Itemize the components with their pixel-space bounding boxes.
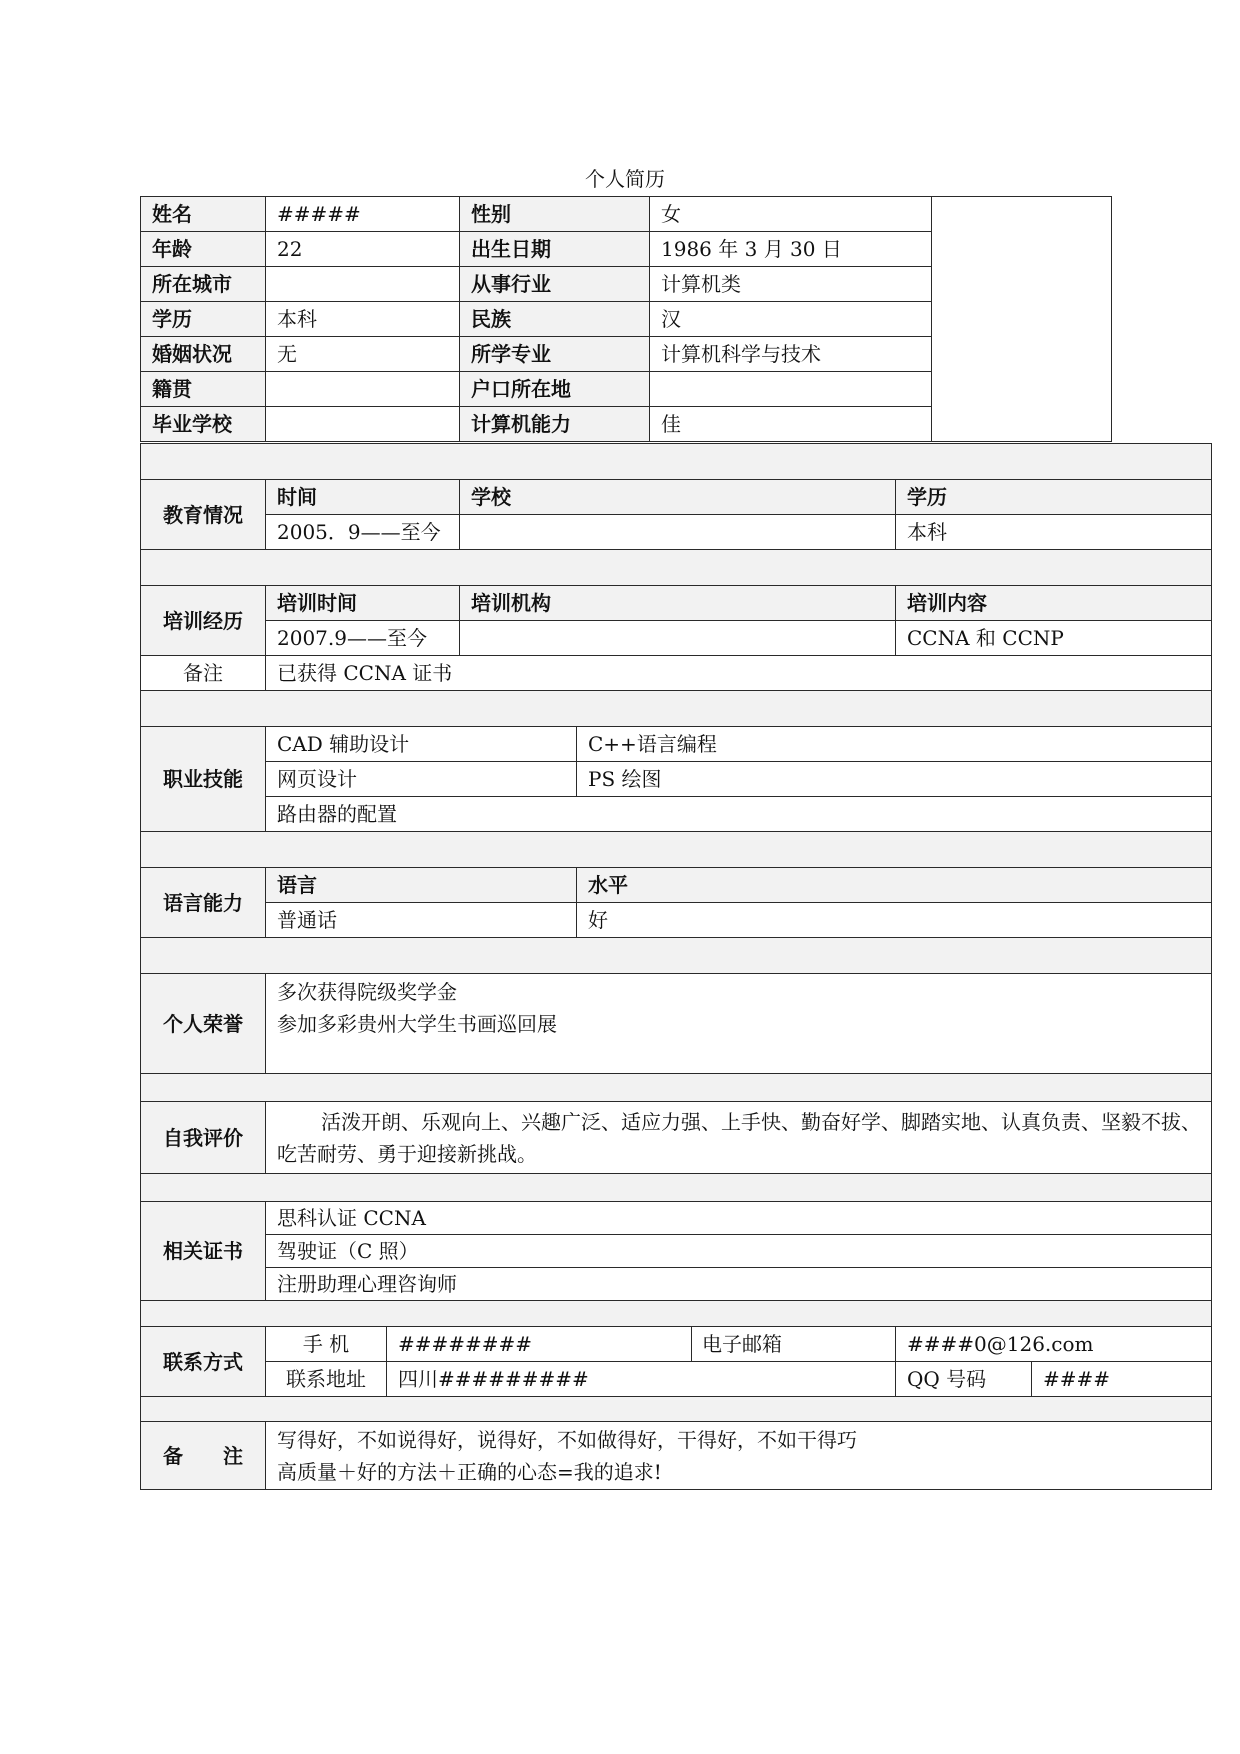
info-value: 计算机科学与技术 <box>650 337 932 372</box>
honors-cell <box>266 974 1212 1074</box>
skill-item: PS 绘图 <box>577 762 1212 797</box>
sections-table <box>140 443 1212 1490</box>
info-value <box>266 407 460 442</box>
info-value: 本科 <box>266 302 460 337</box>
skill-item: 路由器的配置 <box>266 797 1212 832</box>
training-cell <box>460 621 896 656</box>
spacer-row <box>141 550 1212 586</box>
spacer-row <box>141 832 1212 868</box>
education-row <box>141 515 1212 550</box>
remarks-cell <box>266 1422 1212 1490</box>
spacer-cell <box>141 832 1212 868</box>
qq-value: #### <box>1032 1362 1212 1397</box>
email-label: 电子邮箱 <box>702 1332 782 1356</box>
spacer-cell <box>141 1074 1212 1102</box>
education-cell <box>460 515 896 550</box>
spacer-cell <box>141 444 1212 480</box>
contact-row <box>141 1327 1212 1362</box>
training-header: 培训机构 <box>460 586 896 621</box>
remark-line: 写得好，不如说得好，说得好，不如做得好，干得好，不如干得巧 <box>277 1427 857 1452</box>
spacer-row <box>141 1074 1212 1102</box>
info-label: 所学专业 <box>460 337 650 372</box>
language-cell: 普通话 <box>266 903 577 938</box>
section-label-honors: 个人荣誉 <box>141 974 266 1074</box>
info-value: 1986 年 3 月 30 日 <box>650 232 932 267</box>
training-header-row <box>141 586 1212 621</box>
info-label: 出生日期 <box>460 232 650 267</box>
section-label-language: 语言能力 <box>141 868 266 938</box>
training-row <box>141 621 1212 656</box>
language-header: 语言 <box>266 868 577 903</box>
info-value: 佳 <box>650 407 932 442</box>
language-header: 水平 <box>577 868 1212 903</box>
training-header: 培训时间 <box>266 586 460 621</box>
info-label: 从事行业 <box>460 267 650 302</box>
section-label-certificates: 相关证书 <box>141 1202 266 1301</box>
education-cell: 2005．9——至今 <box>266 515 460 550</box>
info-row <box>141 197 1112 232</box>
info-value: 女 <box>650 197 932 232</box>
spacer-cell <box>141 1301 1212 1327</box>
language-row <box>141 903 1212 938</box>
basic-info-table <box>140 196 1112 442</box>
spacer-cell <box>141 1397 1212 1422</box>
skills-row <box>141 797 1212 832</box>
language-header-row <box>141 868 1212 903</box>
skill-item: C++语言编程 <box>577 727 1212 762</box>
self-eval-row <box>141 1102 1212 1174</box>
info-label: 计算机能力 <box>460 407 650 442</box>
info-label: 籍贯 <box>141 372 266 407</box>
training-note-row <box>141 656 1212 691</box>
skill-item: 网页设计 <box>266 762 577 797</box>
section-label-training: 培训经历 <box>141 586 266 656</box>
certificate-item: 注册助理心理咨询师 <box>266 1268 1212 1301</box>
page-title: 个人简历 <box>585 167 665 191</box>
info-value <box>650 372 932 407</box>
education-cell: 本科 <box>896 515 1212 550</box>
language-cell: 好 <box>577 903 1212 938</box>
email-label-cell <box>692 1327 896 1362</box>
info-value: 计算机类 <box>650 267 932 302</box>
spacer-row <box>141 1397 1212 1422</box>
training-note-label: 备注 <box>141 656 266 691</box>
skill-item: CAD 辅助设计 <box>266 727 577 762</box>
email-value: ####0@126.com <box>896 1327 1212 1362</box>
remark-line: 高质量＋好的方法＋正确的心态=我的追求! <box>277 1459 662 1484</box>
section-label-remarks: 备 注 <box>141 1422 266 1490</box>
phone-value: ######## <box>387 1327 692 1362</box>
training-cell: CCNA 和 CCNP <box>896 621 1212 656</box>
info-value <box>266 372 460 407</box>
education-header-row <box>141 480 1212 515</box>
info-value: ##### <box>266 197 460 232</box>
certificate-row <box>141 1235 1212 1268</box>
info-value: 22 <box>266 232 460 267</box>
spacer-row <box>141 1301 1212 1327</box>
spacer-cell <box>141 550 1212 586</box>
info-value: 汉 <box>650 302 932 337</box>
certificate-item: 驾驶证（C 照） <box>266 1235 1212 1268</box>
certificate-row <box>141 1268 1212 1301</box>
spacer-cell <box>141 691 1212 727</box>
education-header: 学历 <box>896 480 1212 515</box>
honors-row <box>141 974 1212 1074</box>
info-label: 民族 <box>460 302 650 337</box>
honor-line: 多次获得院级奖学金 <box>277 980 457 1004</box>
education-header: 学校 <box>460 480 896 515</box>
spacer-cell <box>141 1174 1212 1202</box>
address-label: 联系地址 <box>266 1362 387 1397</box>
spacer-row <box>141 691 1212 727</box>
info-value: 无 <box>266 337 460 372</box>
spacer-row <box>141 1174 1212 1202</box>
skills-row <box>141 727 1212 762</box>
contact-row <box>141 1362 1212 1397</box>
info-label: 学历 <box>141 302 266 337</box>
info-label: 户口所在地 <box>460 372 650 407</box>
skills-row <box>141 762 1212 797</box>
photo-box <box>932 197 1112 442</box>
training-note-value: 已获得 CCNA 证书 <box>266 656 1212 691</box>
info-label: 所在城市 <box>141 267 266 302</box>
spacer-row <box>141 938 1212 974</box>
section-label-self-eval: 自我评价 <box>141 1102 266 1174</box>
info-label: 婚姻状况 <box>141 337 266 372</box>
info-label: 年龄 <box>141 232 266 267</box>
spacer-cell <box>141 938 1212 974</box>
remarks-row <box>141 1422 1212 1490</box>
section-label-contact: 联系方式 <box>141 1327 266 1397</box>
section-label-education: 教育情况 <box>141 480 266 550</box>
self-eval-text: 活泼开朗、乐观向上、兴趣广泛、适应力强、上手快、勤奋好学、脚踏实地、认真负责、坚毅不拔、吃苦耐劳、勇于迎接新挑战。 <box>266 1102 1212 1174</box>
spacer-row <box>141 444 1212 480</box>
section-label-skills: 职业技能 <box>141 727 266 832</box>
education-header: 时间 <box>266 480 460 515</box>
info-value <box>266 267 460 302</box>
certificate-item: 思科认证 CCNA <box>266 1202 1212 1235</box>
training-cell: 2007.9——至今 <box>266 621 460 656</box>
info-label: 毕业学校 <box>141 407 266 442</box>
honor-line: 参加多彩贵州大学生书画巡回展 <box>277 1012 557 1036</box>
info-label: 性别 <box>460 197 650 232</box>
training-header: 培训内容 <box>896 586 1212 621</box>
certificate-row <box>141 1202 1212 1235</box>
qq-label: QQ 号码 <box>896 1362 1032 1397</box>
address-value: 四川######### <box>387 1362 896 1397</box>
phone-label: 手 机 <box>266 1327 387 1362</box>
info-label: 姓名 <box>141 197 266 232</box>
